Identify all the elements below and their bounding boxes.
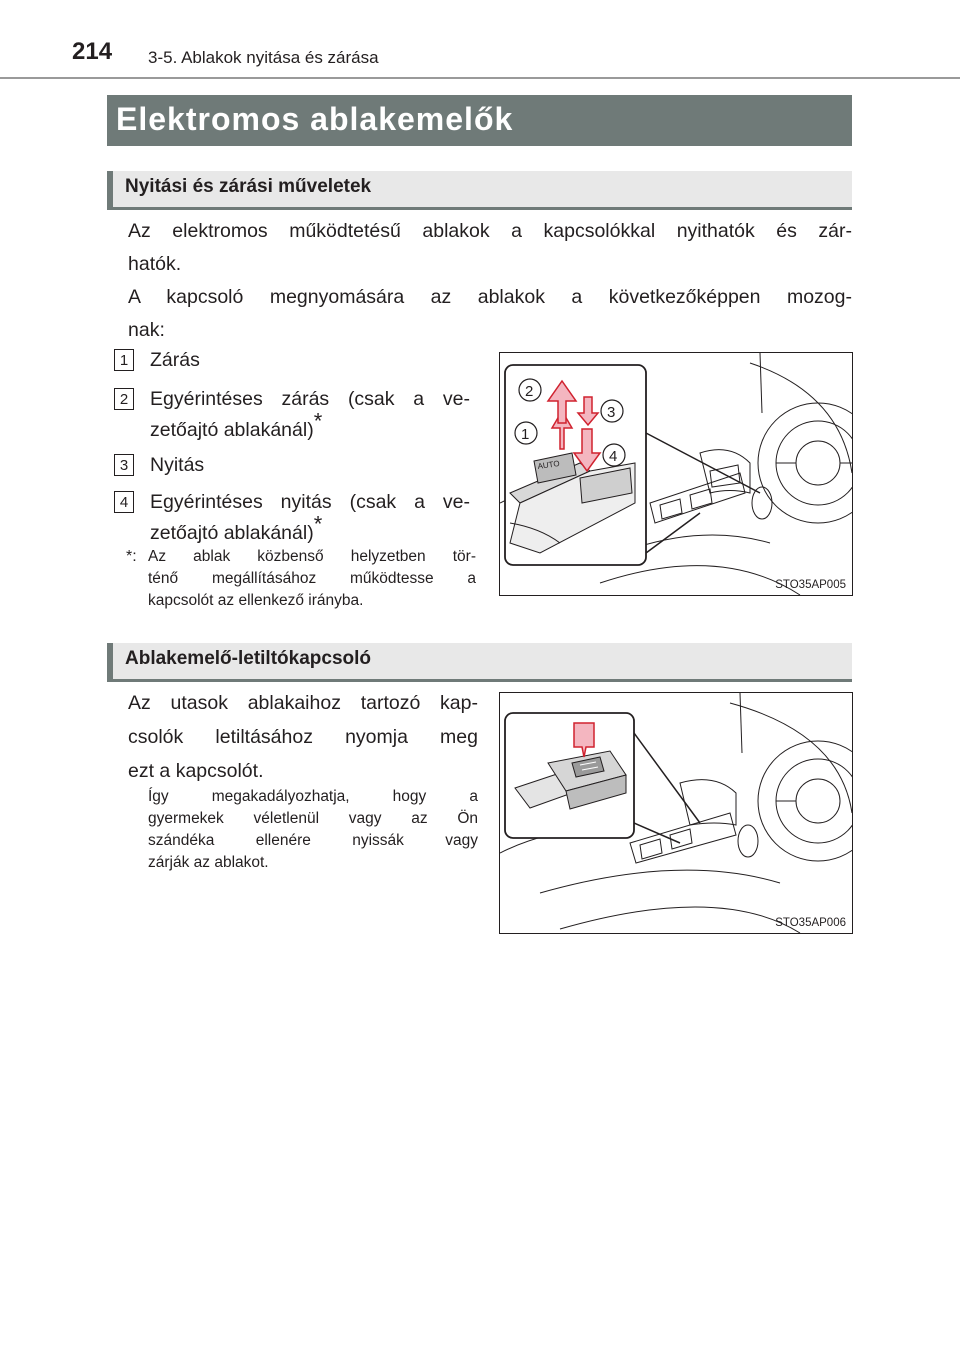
footnote-prefix: *: — [126, 548, 137, 565]
main-title: Elektromos ablakemelők — [116, 101, 514, 137]
item-label: Nyitás — [150, 454, 205, 476]
item-label-cont — [150, 511, 470, 549]
item-label-line2: zetőajtó ablakánál) — [150, 522, 314, 544]
callout-1: 1 — [521, 426, 530, 443]
footnote-line-1: Az ablak közbenső helyzetben tör- — [148, 548, 476, 565]
item-label: Egyérintéses nyitás (csak a ve- — [150, 491, 470, 513]
window-switch-figure — [499, 352, 853, 596]
callout-2: 2 — [525, 383, 534, 400]
callout-3: 3 — [607, 404, 616, 421]
heading-accent — [107, 643, 113, 679]
figure-code: STO35AP006 — [775, 917, 846, 929]
heading-accent — [107, 171, 113, 207]
lock-line-1: Az utasok ablakaihoz tartozó kap- — [128, 692, 478, 714]
section-heading-bar — [107, 643, 852, 682]
section-heading: Ablakemelő-letiltókapcsoló — [125, 648, 372, 669]
header-divider — [0, 77, 960, 79]
window-switch-illustration — [500, 353, 852, 595]
item-label-line2: zetőajtó ablakánál) — [150, 419, 314, 441]
intro-line-1: Az elektromos működtetésű ablakok a kapcsolókkal nyithatók és zár- — [128, 220, 852, 242]
lock-note-line-4: zárják az ablakot. — [148, 854, 269, 871]
section-heading: Nyitási és zárási műveletek — [125, 176, 372, 197]
intro-line-4: nak: — [128, 319, 165, 341]
footnote-line-3: kapcsolót az ellenkező irányba. — [148, 592, 364, 609]
item-label: Egyérintéses zárás (csak a ve- — [150, 388, 470, 410]
asterisk-mark: * — [313, 408, 323, 434]
auto-switch-label: AUTO — [537, 458, 561, 471]
item-number: 4 — [114, 491, 134, 513]
footnote — [126, 546, 476, 612]
lock-paragraph — [128, 686, 478, 788]
lock-line-3: ezt a kapcsolót. — [128, 760, 264, 782]
item-number: 1 — [114, 349, 134, 371]
asterisk-mark: * — [313, 511, 323, 537]
lock-switch-figure — [499, 692, 853, 934]
page-number: 214 — [72, 38, 113, 65]
footnote-line-2: ténő megállításához működtesse a — [148, 570, 476, 587]
figure-code: STO35AP005 — [775, 579, 846, 591]
intro-paragraph — [128, 215, 852, 347]
item-label-cont — [150, 408, 470, 446]
lock-note-line-1: Így megakadályozhatja, hogy a — [148, 788, 478, 805]
lock-switch-illustration — [500, 693, 852, 933]
lock-line-2: csolók letiltásához nyomja meg — [128, 726, 478, 748]
chapter-title: 3-5. Ablakok nyitása és zárása — [148, 48, 379, 67]
lock-note — [148, 786, 478, 874]
item-number: 3 — [114, 454, 134, 476]
section-heading-bar — [107, 171, 852, 210]
intro-line-2: hatók. — [128, 253, 182, 275]
lock-note-line-3: szándéka ellenére nyissák vagy — [148, 832, 478, 849]
item-label: Zárás — [150, 349, 200, 371]
item-number: 2 — [114, 388, 134, 410]
lock-note-line-2: gyermekek véletlenül vagy az Ön — [148, 810, 478, 827]
callout-4: 4 — [609, 448, 618, 465]
intro-line-3: A kapcsoló megnyomására az ablakok a következőképpen mozog- — [128, 286, 852, 308]
